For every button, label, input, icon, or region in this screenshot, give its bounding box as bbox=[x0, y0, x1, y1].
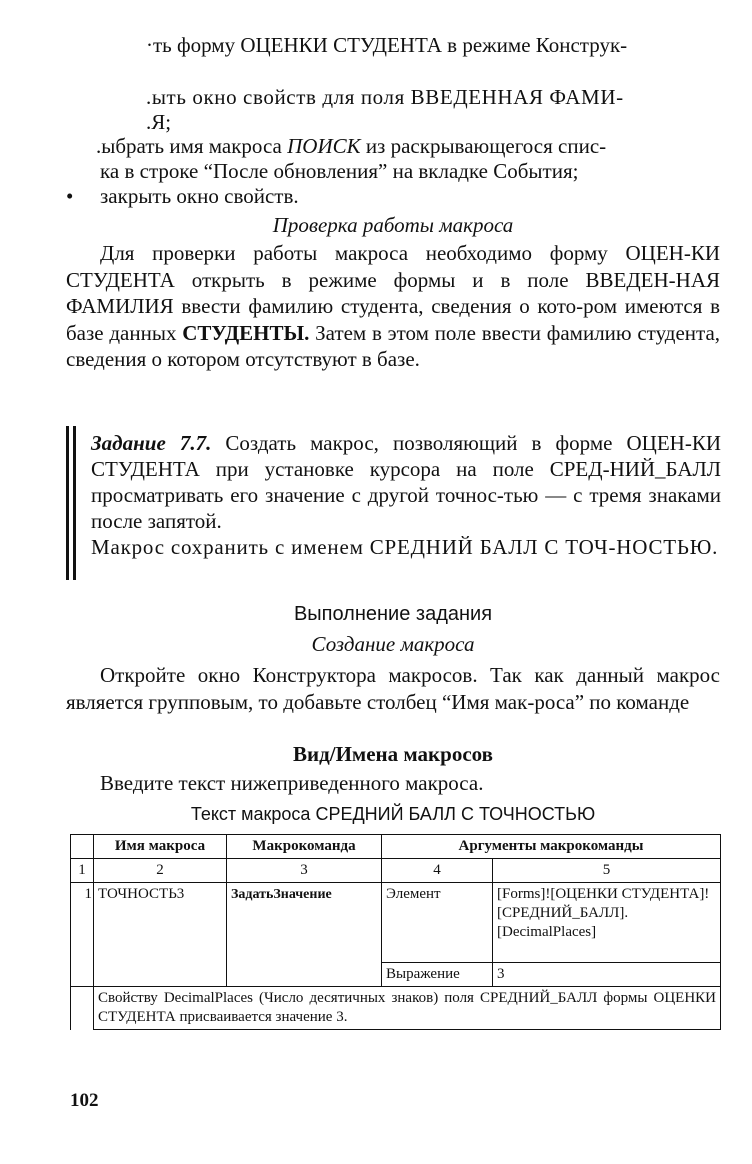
macro-name-cell: ТОЧНОСТЬ3 bbox=[94, 883, 227, 987]
check-paragraph bbox=[66, 240, 720, 373]
macro-table bbox=[70, 834, 721, 1030]
header-macro-name: Имя макроса bbox=[94, 835, 227, 859]
header-arguments: Аргументы макрокоманды bbox=[382, 835, 721, 859]
page-number: 102 bbox=[70, 1090, 99, 1111]
exec-heading: Выполнение задания bbox=[293, 603, 493, 625]
bullet-mark: • bbox=[66, 184, 74, 208]
task-bar-right bbox=[73, 426, 76, 580]
task-label: Задание 7.7. bbox=[91, 431, 212, 455]
table-caption: Текст макроса СРЕДНИЙ БАЛЛ С ТОЧНОСТЬЮ bbox=[190, 804, 596, 824]
menu-command: Вид/Имена макросов bbox=[293, 742, 493, 766]
text-line-1: ·ть форму ОЦЕНКИ СТУДЕНТА в режиме Конструк- bbox=[146, 33, 628, 57]
macro-command-cell: ЗадатьЗначение bbox=[227, 883, 382, 987]
text-line-4 bbox=[96, 134, 606, 159]
header-cell-empty bbox=[71, 835, 94, 859]
col-number-5: 5 bbox=[493, 859, 721, 883]
table-header-row bbox=[71, 835, 721, 859]
task-text: Создать макрос, позволяющий в форме ОЦЕН-КИ СТУДЕНТА при установке курсора на поле СРЕД-НИЙ_БАЛЛ просматривать его значение с другой точнос-тью — с тремя знаками после запятой. bbox=[91, 431, 721, 533]
create-paragraph: Откройте окно Конструктора макросов. Так как данный макрос является групповым, то добавьте столбец “Имя мак-роса” по команде bbox=[66, 663, 720, 714]
task-bar-left bbox=[66, 426, 69, 580]
table-note: Свойству DecimalPlaces (Число десятичных знаков) поля СРЕДНИЙ_БАЛЛ формы ОЦЕНКИ СТУДЕНТА присваивается значение 3. bbox=[94, 987, 721, 1030]
db-name: СТУДЕНТЫ. bbox=[182, 320, 310, 345]
note-spacer bbox=[71, 987, 94, 1030]
table-note-row bbox=[71, 987, 721, 1030]
col-number-1: 1 bbox=[71, 859, 94, 883]
col-number-3: 3 bbox=[227, 859, 382, 883]
argument-expression-value: 3 bbox=[493, 963, 721, 987]
text-line-6: закрыть окно свойств. bbox=[100, 184, 299, 208]
argument-element-value: [Forms]![ОЦЕНКИ СТУДЕНТА]![СРЕДНИЙ_БАЛЛ].[DecimalPlaces] bbox=[493, 883, 721, 963]
argument-element-label: Элемент bbox=[382, 883, 493, 963]
check-text-2: Затем в этом поле ввести фамилию студента, сведения о котором отсутствуют в базе. bbox=[66, 320, 721, 371]
text-line-2: .ыть окно свойств для поля ВВЕДЕННАЯ ФАМИ- bbox=[146, 85, 624, 109]
text-line-5: ка в строке “После обновления” на вкладке События; bbox=[100, 159, 579, 183]
header-macro-command: Макрокоманда bbox=[227, 835, 382, 859]
text-line-3: .Я; bbox=[146, 110, 172, 134]
check-heading: Проверка работы макроса bbox=[272, 213, 514, 237]
col-number-4: 4 bbox=[382, 859, 493, 883]
macro-name-poisk: ПОИСК bbox=[287, 134, 361, 158]
table-number-row bbox=[71, 859, 721, 883]
create-heading: Создание макроса bbox=[311, 632, 475, 656]
task-save: Макрос сохранить с именем СРЕДНИЙ БАЛЛ С ТОЧ-НОСТЬЮ. bbox=[91, 535, 719, 559]
enter-text: Введите текст нижеприведенного макроса. bbox=[100, 771, 484, 795]
table-row bbox=[71, 883, 721, 963]
col-number-2: 2 bbox=[94, 859, 227, 883]
check-text-1: Для проверки работы макроса необходимо форму ОЦЕН-КИ СТУДЕНТА открыть в режиме формы и в поле ВВЕДЕН-НАЯ ФАМИЛИЯ ввести фамилию студента, сведения о кото-ром имеются в базе данных bbox=[66, 241, 720, 345]
task-block bbox=[91, 430, 721, 560]
select-tail: из раскрывающегося спис- bbox=[365, 134, 607, 158]
row-number: 1 bbox=[71, 883, 94, 987]
argument-expression-label: Выражение bbox=[382, 963, 493, 987]
select-text: .ыбрать имя макроса bbox=[96, 134, 282, 158]
